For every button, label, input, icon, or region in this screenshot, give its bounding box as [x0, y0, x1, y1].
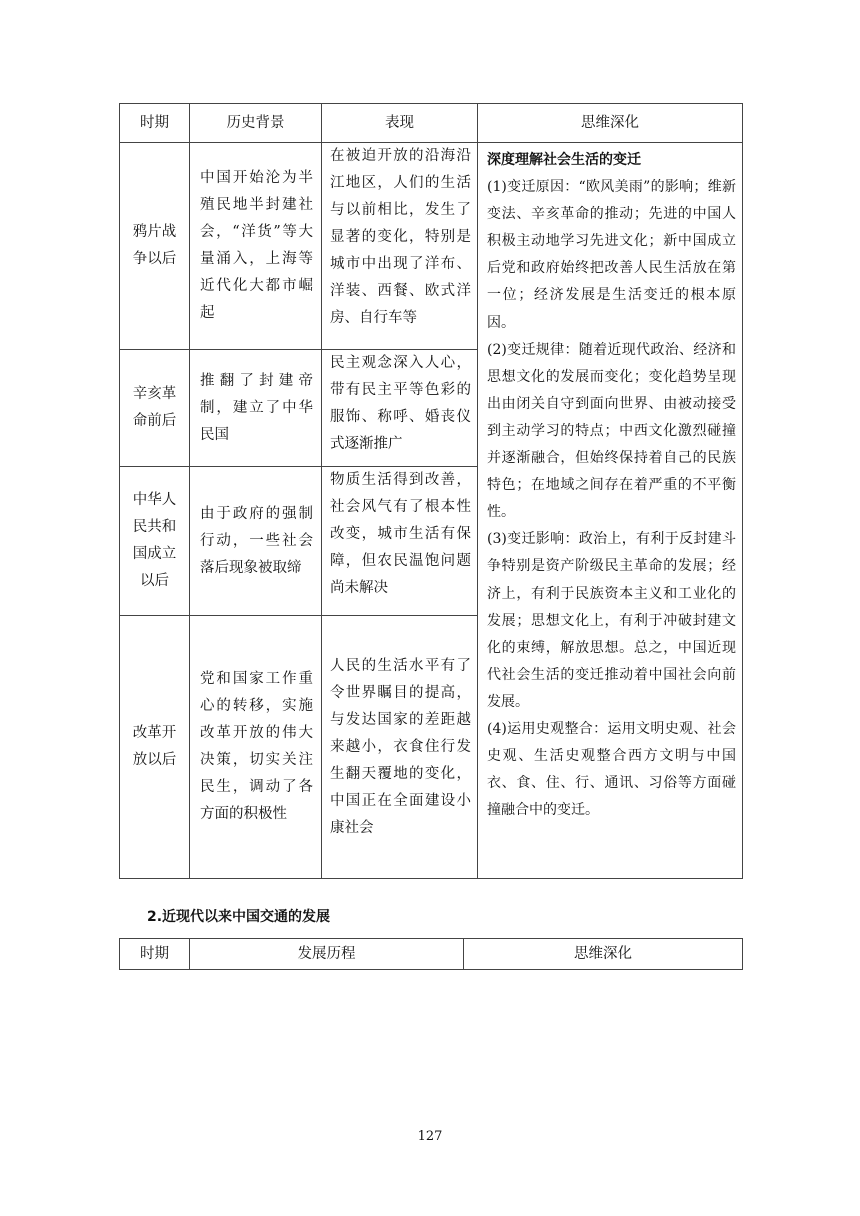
period-cell: 中华人民共和国成立以后 [120, 467, 190, 616]
social-life-table [119, 103, 743, 879]
deepening-point: (4)运用史观整合：运用文明史观、社会史观、生活史观整合西方文明与中国衣、食、住、行、通讯、习俗等方面碰撞融合中的变迁。 [487, 720, 736, 819]
header-period: 时期 [120, 104, 190, 143]
performance-cell: 在被迫开放的沿海沿江地区，人们的生活与以前相比，发生了显著的变化，特别是城市中出现了洋布、洋装、西餐、欧式洋房、自行车等 [322, 143, 478, 350]
table-header-row [120, 104, 743, 143]
header-background: 历史背景 [190, 104, 322, 143]
period-cell: 改革开放以后 [120, 616, 190, 879]
header-deepening: 思维深化 [478, 104, 743, 143]
background-cell: 由于政府的强制行动，一些社会落后现象被取缔 [190, 467, 322, 616]
section-title: 2.近现代以来中国交通的发展 [147, 909, 331, 925]
background-cell: 中国开始沦为半殖民地半封建社会，“洋货”等大量涌入，上海等近代化大都市崛起 [190, 143, 322, 350]
page-number: 127 [417, 1129, 443, 1144]
deepening-point: (1)变迁原因：“欧风美雨”的影响；维新变法、辛亥革命的推动；先进的中国人积极主动地学习先进文化；新中国成立后党和政府始终把改善人民生活放在第一位；经济发展是生活变迁的根本原因。 [487, 179, 736, 331]
transport-table [119, 938, 743, 970]
background-cell: 推翻了封建帝制，建立了中华民国 [190, 350, 322, 467]
deepening-title: 深度理解社会生活的变迁 [487, 152, 641, 168]
header-development: 发展历程 [190, 939, 464, 970]
deepening-cell [478, 143, 743, 879]
header-period: 时期 [120, 939, 190, 970]
deepening-point: (2)变迁规律：随着近现代政治、经济和思想文化的发展而变化；变化趋势呈现出由闭关自守到面向世界、由被动接受到主动学习的特点；中西文化激烈碰撞并逐渐融合，但始终保持着自己的民族特色；在地域之间存在着严重的不平衡性。 [487, 341, 736, 521]
deepening-point: (3)变迁影响：政治上，有利于反封建斗争特别是资产阶级民主革命的发展；经济上，有利于民族资本主义和工业化的发展；思想文化上，有利于冲破封建文化的束缚，解放思想。总之，中国近现代社会生活的变迁推动着中国社会向前发展。 [487, 531, 736, 710]
performance-cell: 民主观念深入人心，带有民主平等色彩的服饰、称呼、婚丧仪式逐渐推广 [322, 350, 478, 467]
header-performance: 表现 [322, 104, 478, 143]
period-cell: 鸦片战争以后 [120, 143, 190, 350]
performance-cell: 物质生活得到改善，社会风气有了根本性改变，城市生活有保障，但农民温饱问题尚未解决 [322, 467, 478, 616]
header-deepening: 思维深化 [464, 939, 743, 970]
period-cell: 辛亥革命前后 [120, 350, 190, 467]
table-header-row [120, 939, 743, 970]
background-cell: 党和国家工作重心的转移，实施改革开放的伟大决策，切实关注民生，调动了各方面的积极性 [190, 616, 322, 879]
table-row [120, 143, 743, 350]
performance-cell: 人民的生活水平有了令世界瞩目的提高，与发达国家的差距越来越小，衣食住行发生翻天覆地的变化，中国正在全面建设小康社会 [322, 616, 478, 879]
